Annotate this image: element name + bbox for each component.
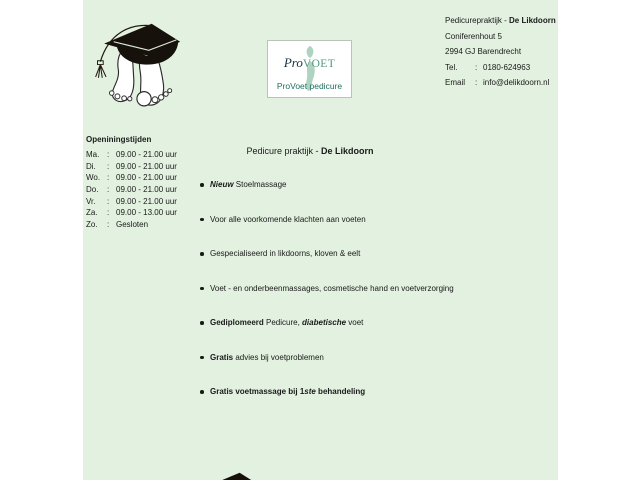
graduation-cap-icon-bottom <box>176 467 271 480</box>
logo-voet-text: VOET <box>302 58 336 70</box>
opening-hours: 09.00 - 21.00 uur <box>116 185 177 195</box>
contact-value: 0180-624963 <box>483 62 531 72</box>
service-bullet-text: behandeling <box>315 387 366 396</box>
service-bullet-text: ste <box>304 387 316 396</box>
opening-day: Wo. <box>86 173 101 183</box>
service-bullet-text: Nieuw <box>210 180 234 189</box>
opening-day: Ma. <box>86 150 100 159</box>
opening-hours: Gesloten <box>116 220 149 230</box>
graduated-feet-illustration <box>88 18 183 113</box>
address-street: Coniferenhout 5 <box>445 31 502 41</box>
opening-hours-row <box>86 173 177 185</box>
provoet-wordmark <box>268 56 351 71</box>
page-title-prefix: Pedicure praktijk - <box>246 146 321 156</box>
address-city: 2994 GJ Barendrecht <box>445 47 522 56</box>
opening-day: Vr. <box>86 196 96 206</box>
opening-hours: 09.00 - 21.00 uur <box>116 173 177 183</box>
opening-hours-row <box>86 150 177 162</box>
contact-label: Tel. <box>445 62 458 72</box>
services-list <box>199 180 499 422</box>
opening-hours-title: Openiningstijden <box>86 135 152 144</box>
logo-pro-text: Pro <box>283 55 303 70</box>
service-bullet <box>199 215 499 225</box>
opening-separator: : <box>107 161 110 171</box>
service-bullet <box>199 353 499 363</box>
service-bullet-text: diabetische <box>302 318 347 327</box>
opening-hours: 09.00 - 21.00 uur <box>116 150 177 159</box>
service-bullet <box>199 387 499 397</box>
opening-day: Do. <box>86 185 99 195</box>
practice-name-prefix: Pedicurepraktijk - <box>445 16 510 25</box>
service-bullet-text: Voet - en onderbeenmassages, cosmetische hand en voetverzorging <box>210 283 454 293</box>
opening-hours-row <box>86 208 177 220</box>
provoet-logo-box <box>267 40 352 98</box>
service-bullet-text: Pedicure, <box>263 318 303 327</box>
service-bullet <box>199 284 499 294</box>
logo-caption: ProVoet pedicure <box>276 81 343 91</box>
service-bullet-text: Gratis voetmassage bij 1 <box>210 387 305 396</box>
opening-hours-row <box>86 220 177 232</box>
contact-value: info@delikdoorn.nl <box>483 78 550 87</box>
practice-name-line <box>445 13 556 29</box>
service-bullet <box>199 249 499 259</box>
contact-separator: : <box>475 62 478 72</box>
opening-separator: : <box>107 185 110 195</box>
opening-separator: : <box>107 173 110 183</box>
content-panel <box>83 0 558 480</box>
graduation-cap-icon <box>96 24 181 78</box>
opening-hours: 09.00 - 21.00 uur <box>116 196 177 206</box>
opening-hours-block <box>86 135 177 232</box>
page-title <box>203 146 417 156</box>
opening-day: Za. <box>86 208 98 218</box>
practice-name-bold: De Likdoorn <box>509 16 556 25</box>
opening-separator: : <box>107 220 110 230</box>
opening-hours-row <box>86 197 177 209</box>
opening-day: Di. <box>86 161 96 171</box>
opening-separator: : <box>107 196 110 206</box>
service-bullet-text: Stoelmassage <box>233 180 287 189</box>
service-bullet-text: voet <box>346 318 364 327</box>
opening-separator: : <box>107 150 110 159</box>
service-bullet-text: Voor alle voorkomende klachten aan voeten <box>210 214 366 224</box>
contact-row <box>445 75 556 91</box>
opening-separator: : <box>107 208 110 218</box>
service-bullet-text: Gratis <box>210 352 234 362</box>
service-bullet-text: Gediplomeerd <box>210 318 264 327</box>
contact-label: Email <box>445 78 466 87</box>
service-bullet-text: Gespecialiseerd in likdoorns, kloven & eelt <box>210 249 361 258</box>
service-bullet <box>199 318 499 328</box>
opening-hours-row <box>86 162 177 174</box>
opening-hours: 09.00 - 13.00 uur <box>116 208 177 218</box>
service-bullet-text: advies bij voetproblemen <box>233 352 324 362</box>
page-title-bold: De Likdoorn <box>321 146 374 156</box>
service-bullet <box>199 180 499 190</box>
opening-hours: 09.00 - 21.00 uur <box>116 161 177 171</box>
contact-separator: : <box>475 78 478 87</box>
opening-day: Zo. <box>86 220 98 230</box>
opening-hours-row <box>86 185 177 197</box>
contact-row <box>445 60 556 76</box>
contact-block <box>445 13 556 91</box>
